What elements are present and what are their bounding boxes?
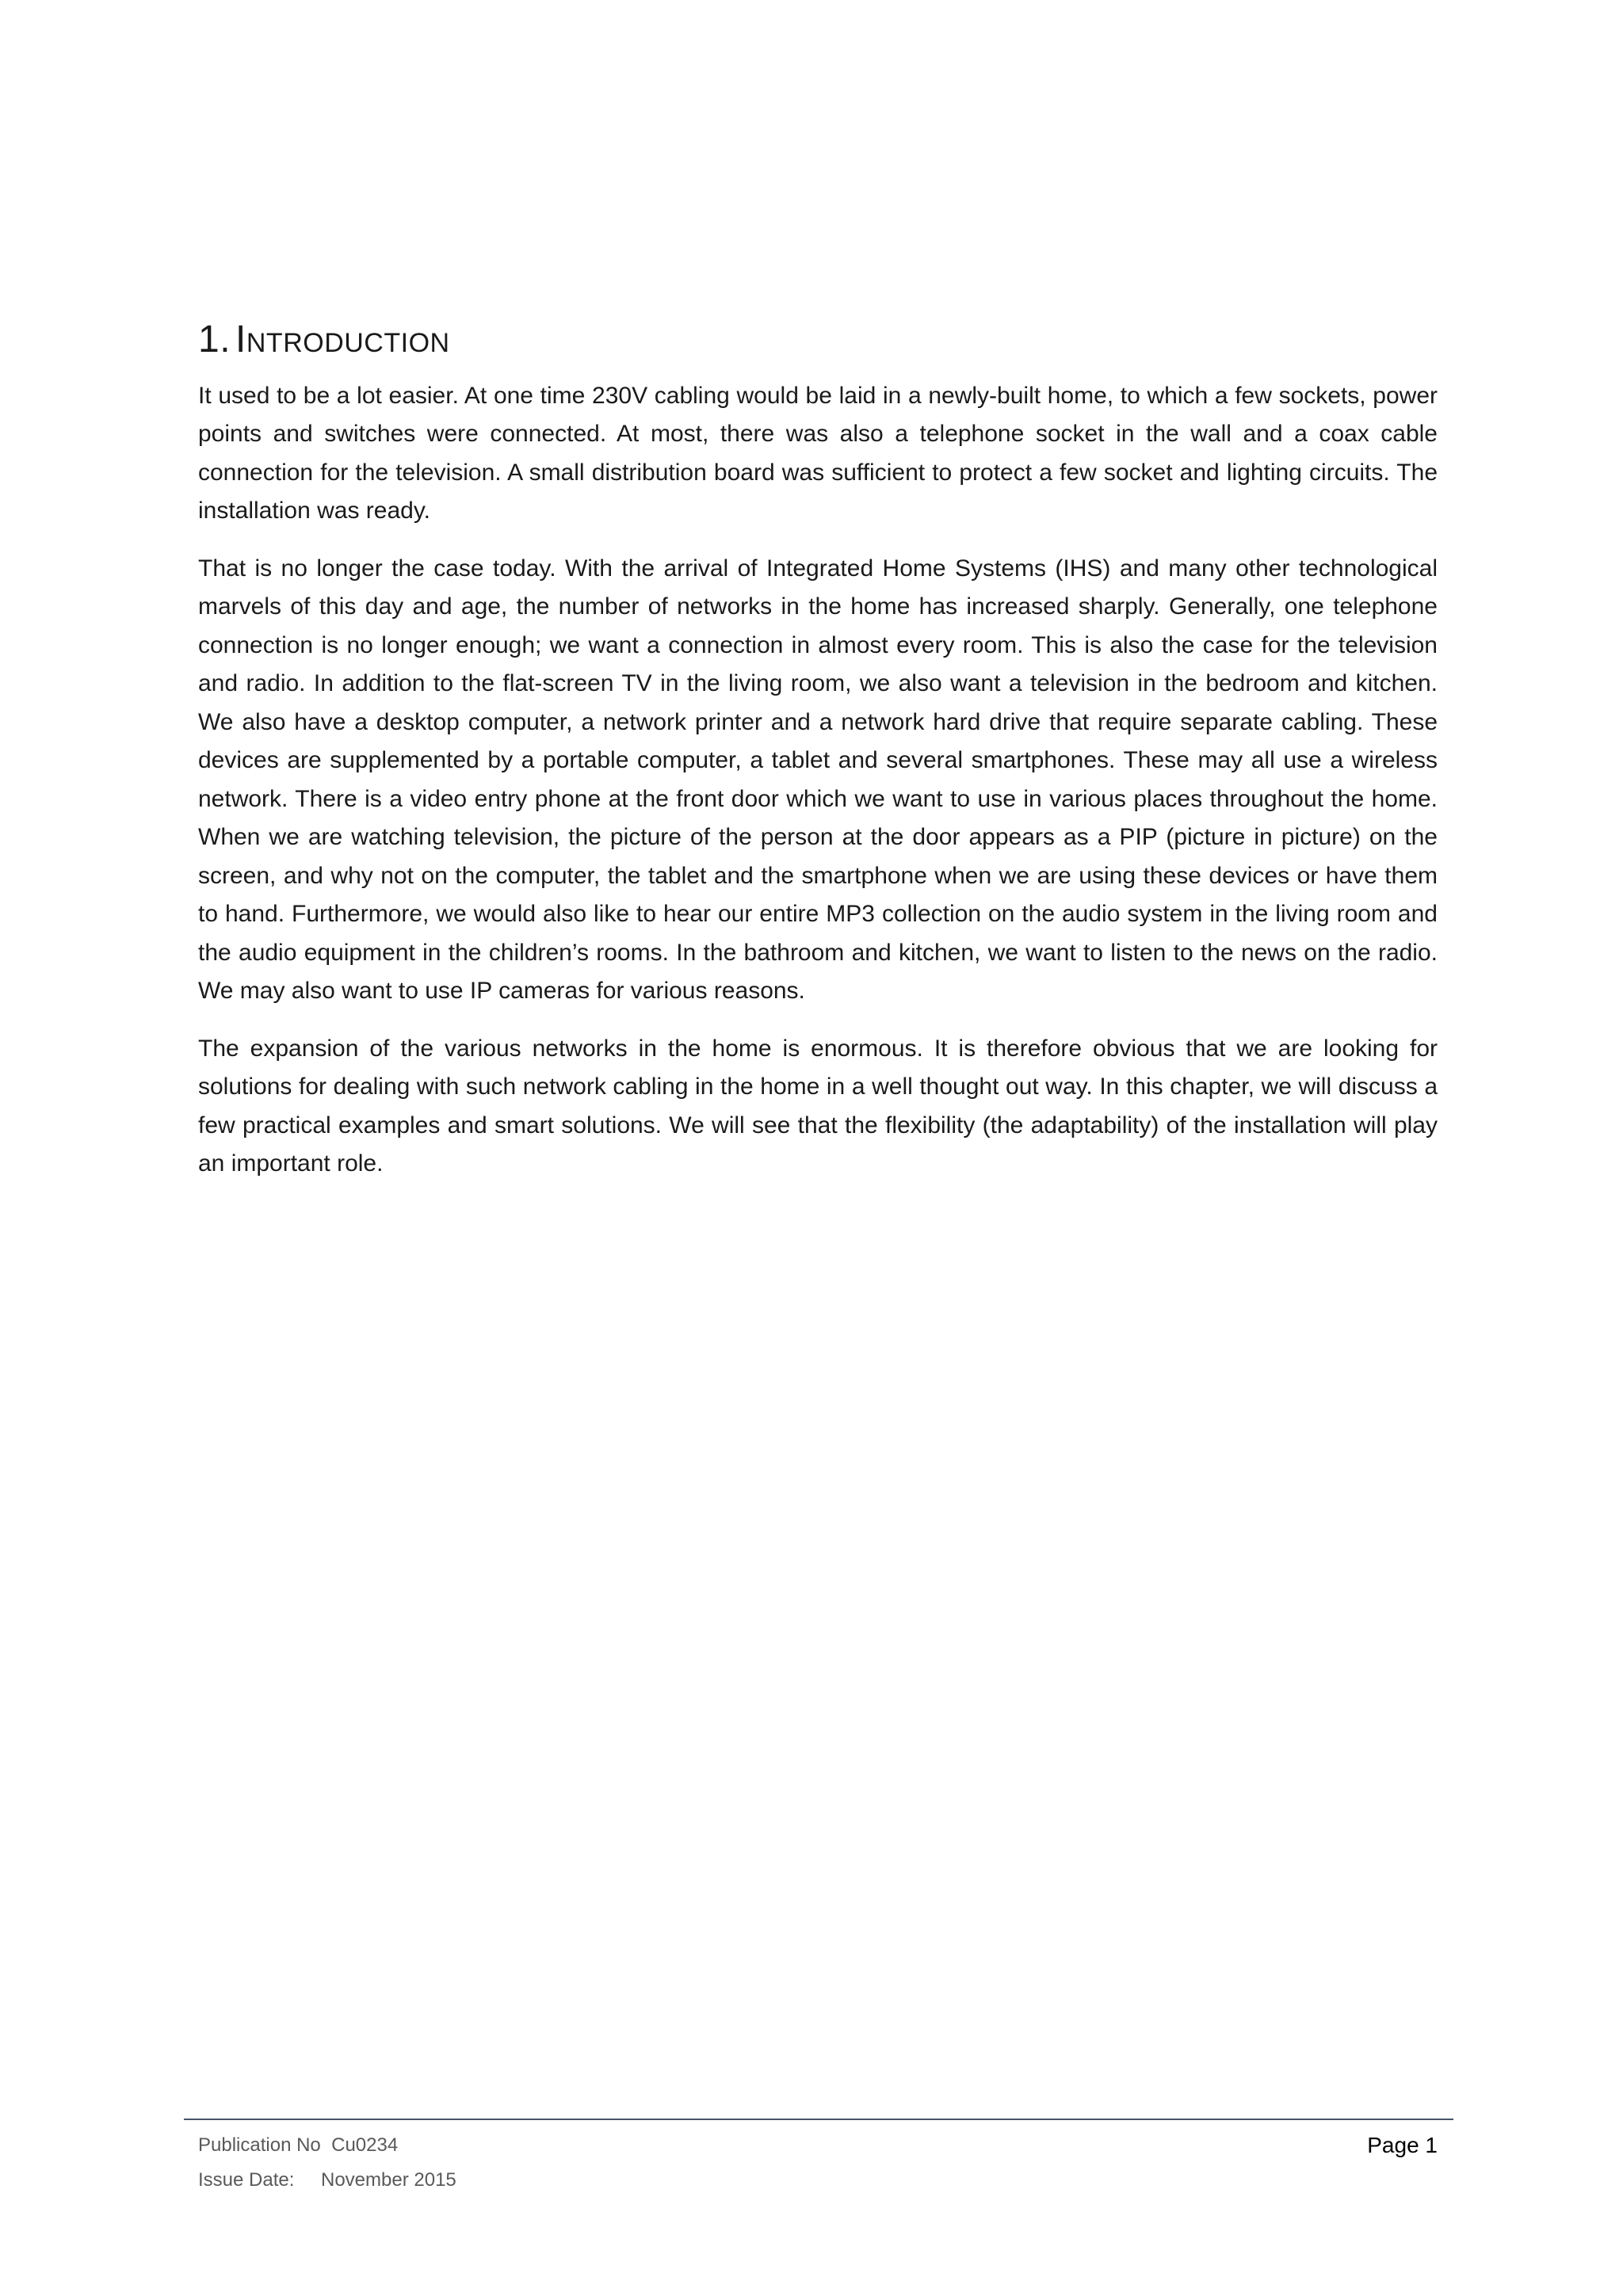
main-content [198, 317, 1438, 1203]
page-number: Page 1 [1367, 2133, 1438, 2157]
footer-info [198, 2128, 456, 2198]
paragraph-1: It used to be a lot easier. At one time 230V cabling would be laid in a newly-built home, to which a few sockets, power points and switches were connected. At most, there was also a telephone socket in the wall and a coax cable connection for the television. A small distribution board was sufficient to protect a few socket and lighting circuits. The installation was ready. [198, 382, 1438, 524]
section-title: Introduction [235, 318, 450, 360]
publication-label: Publication No [198, 2134, 321, 2156]
paragraph-2: That is no longer the case today. With the arrival of Integrated Home Systems (IHS) and many other technological marvels of this day and age, the number of networks in the home has increased sharply. Generally, one telephone connection is no longer enough; we want a connection in almost every room. This is also the case for the television and radio. In addition to the flat-screen TV in the living room, we also want a television in the bedroom and kitchen. We also have a desktop computer, a network printer and a network hard drive that require separate cabling. These devices are supplemented by a portable computer, a tablet and several smartphones. These may all use a wireless network. There is a video entry phone at the front door which we want to use in various places throughout the home. When we are watching television, the picture of the person at the door appears as a PIP (picture in picture) on the screen, and why not on the computer, the tablet and the smartphone when we are using these devices or have them to hand. Furthermore, we would also like to hear our entire MP3 collection on the audio system in the living room and the audio equipment in the children’s rooms. In the bathroom and kitchen, we want to listen to the news on the radio. We may also want to use IP cameras for various reasons. [198, 555, 1438, 1005]
issue-date-label: Issue Date: [198, 2169, 295, 2191]
paragraph-3: The expansion of the various networks in the home is enormous. It is therefore obvious that we are looking for solutions for dealing with such network cabling in the home in a well thought out way. In this chapter, we will discuss a few practical examples and smart solutions. We will see that the flexibility (the adaptability) of the installation will play an important role. [198, 1035, 1438, 1177]
section-number: 1. [198, 318, 231, 360]
issue-date-row [198, 2163, 456, 2198]
publication-row [198, 2128, 456, 2163]
publication-number: Cu0234 [331, 2134, 399, 2156]
section-heading [198, 317, 1438, 363]
issue-date-value: November 2015 [321, 2169, 456, 2191]
footer-divider [184, 2119, 1453, 2120]
